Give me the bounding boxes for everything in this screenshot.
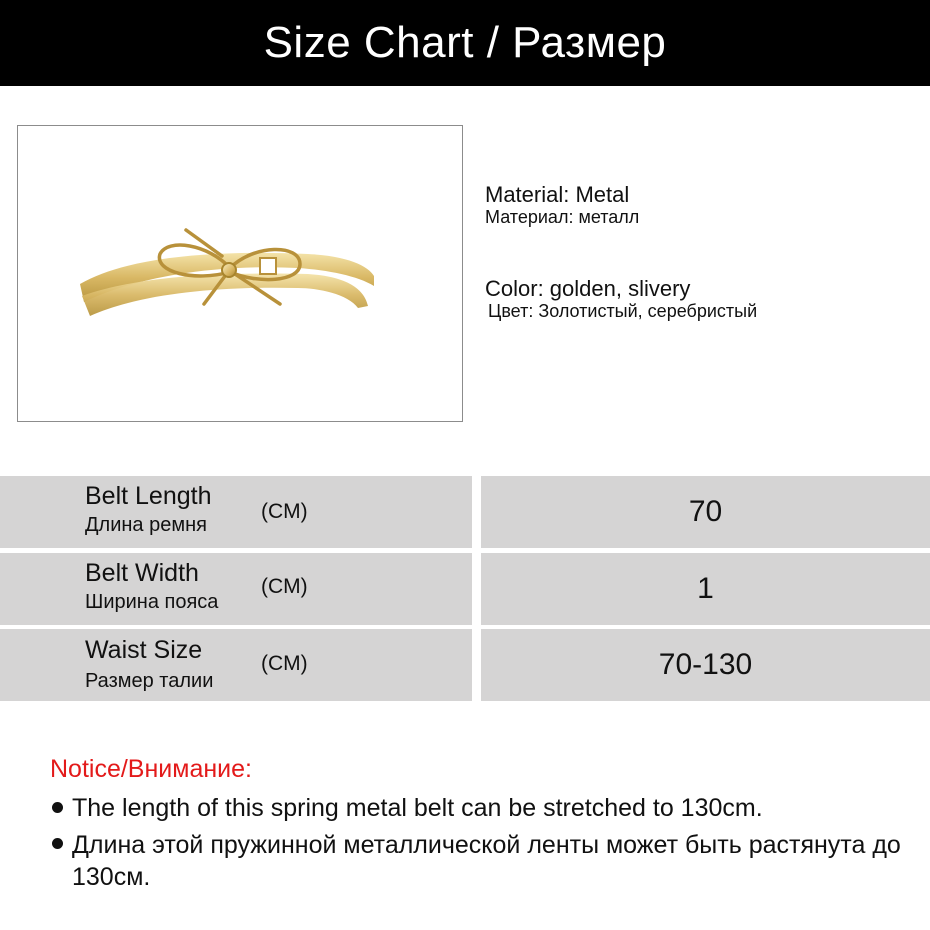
table-row — [0, 629, 930, 701]
table-label-cell — [0, 553, 472, 625]
row-label-en: Belt Width — [85, 559, 199, 587]
row-label-en: Belt Length — [85, 482, 212, 510]
color-ru: Цвет: Золотистый, серебристый — [488, 301, 758, 321]
row-label-en: Waist Size — [85, 636, 203, 664]
row-label-ru: Длина ремня — [85, 514, 207, 536]
row-label-ru: Размер талии — [85, 670, 214, 692]
bullet-icon — [52, 802, 63, 813]
notice-title: Notice/Внимание: — [50, 755, 252, 783]
product-photo — [17, 125, 463, 422]
bullet-icon — [52, 838, 63, 849]
row-unit: (CM) — [261, 500, 308, 523]
table-label-cell — [0, 476, 472, 548]
row-label-ru: Ширина пояса — [85, 591, 219, 613]
page-title: Size Chart / Размер — [0, 0, 930, 86]
row-value: 1 — [481, 553, 930, 625]
row-unit: (CM) — [261, 652, 308, 675]
material-spec — [485, 183, 639, 227]
row-value: 70-130 — [481, 629, 930, 701]
material-ru: Материал: металл — [485, 207, 640, 227]
color-spec — [485, 277, 757, 321]
belt-illustration — [18, 126, 462, 421]
table-label-cell — [0, 629, 472, 701]
table-row — [0, 476, 930, 548]
notice-bullet: The length of this spring metal belt can be stretched to 130cm. — [72, 794, 763, 822]
notice-bullet: Длина этой пружинной металлической ленты может быть растянута до 130см. — [72, 831, 901, 891]
material-en: Material: Metal — [485, 182, 630, 207]
color-en: Color: golden, slivery — [485, 276, 691, 301]
row-unit: (CM) — [261, 575, 308, 598]
table-row — [0, 553, 930, 625]
row-value: 70 — [481, 476, 930, 548]
